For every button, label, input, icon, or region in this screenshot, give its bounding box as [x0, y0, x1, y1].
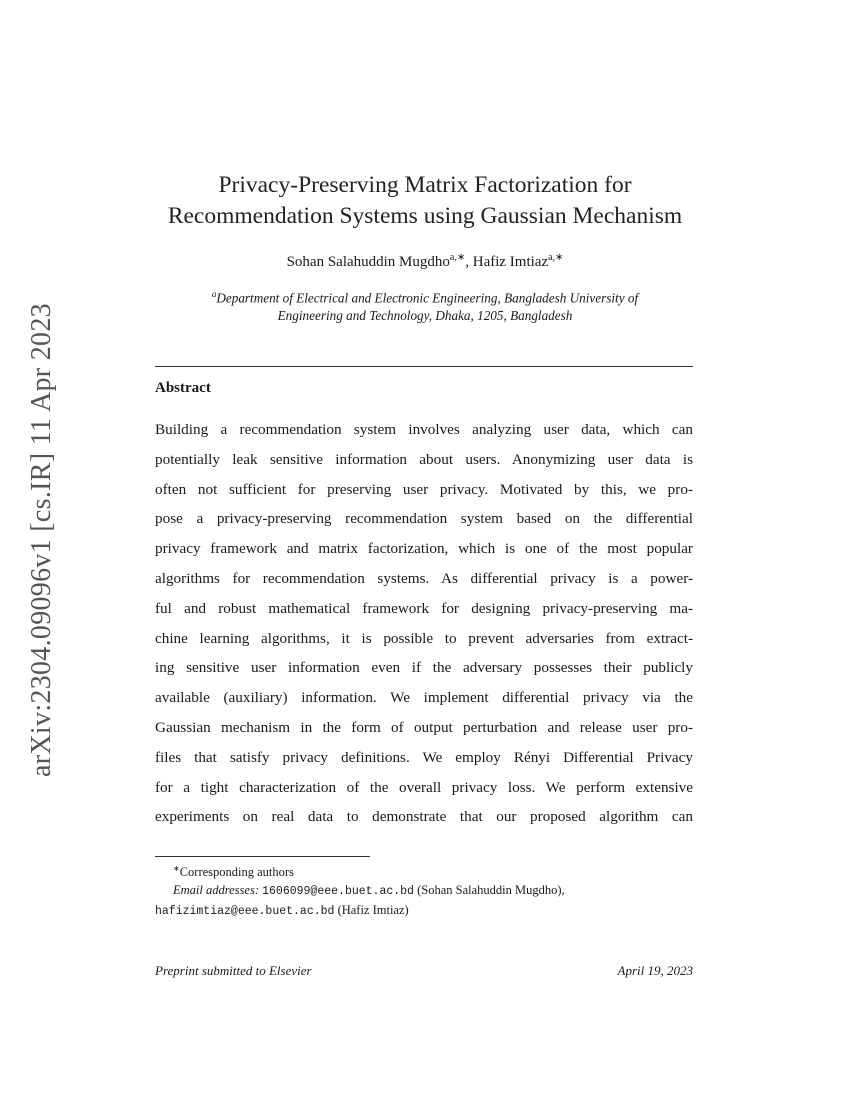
arxiv-identifier: arXiv:2304.09096v1 [cs.IR] 11 Apr 2023 — [26, 303, 57, 777]
preprint-date: April 19, 2023 — [617, 963, 693, 978]
abstract-line: often not sufficient for preserving user privacy. Motivated by this, we pro- — [155, 480, 693, 498]
abstract-line: experiments on real data to demonstrate that our proposed algorithm can — [155, 808, 693, 826]
preprint-note: Preprint submitted to Elsevier — [155, 963, 312, 978]
author-mark: a,∗ — [548, 252, 564, 263]
affiliation-mark: a — [211, 289, 217, 299]
footnotes — [155, 860, 693, 921]
abstract-body — [155, 415, 693, 832]
abstract-line: pose a privacy-preserving recommendation system based on the differential — [155, 510, 693, 528]
author-list: Sohan Salahuddin Mugdho$^{a,∗}$, Hafiz Imtiaz$^{a,∗}$ — [286, 252, 564, 270]
author-name: Sohan Salahuddin Mugdho — [286, 254, 450, 270]
title-line: Recommendation Systems using Gaussian Mechanism — [167, 203, 683, 229]
email-label: Email addresses: — [173, 883, 259, 898]
abstract-line: privacy framework and matrix factorization, which is one of the most popular — [155, 540, 693, 558]
footnote-corresponding-text: Corresponding authors — [179, 865, 294, 880]
author-name: Hafiz Imtiaz — [472, 254, 549, 270]
abstract-line: files that satisfy privacy definitions. We employ Rényi Differential Privacy — [155, 748, 693, 766]
affiliation-text: Department of Electrical and Electronic Engineering, Bangladesh University of — [216, 290, 639, 306]
affiliation-line — [160, 285, 690, 307]
email-owner-2: (Hafiz Imtiaz) — [337, 903, 409, 918]
footnote-emails-cont — [155, 901, 693, 921]
footnote-corresponding — [155, 860, 693, 881]
footnote-rule — [155, 856, 370, 857]
abstract-heading: Abstract — [155, 380, 211, 396]
abstract-top-rule — [155, 366, 693, 367]
paper-title — [130, 170, 720, 232]
footnote-mark: ∗ — [173, 864, 180, 873]
affiliation-line: Engineering and Technology, Dhaka, 1205, Bangladesh — [277, 308, 573, 324]
abstract-line: Building a recommendation system involves analyzing user data, which can — [155, 421, 693, 438]
abstract-line: potentially leak sensitive information about users. Anonymizing user data is — [155, 450, 693, 468]
affiliation — [160, 285, 690, 325]
email-link-2[interactable]: hafizimtiaz@eee.buet.ac.bd — [155, 905, 335, 919]
email-link-1[interactable]: 1606099@eee.buet.ac.bd — [262, 885, 414, 899]
abstract-line: Gaussian mechanism in the form of output perturbation and release user pro- — [155, 718, 693, 736]
abstract-line: algorithms for recommendation systems. As differential privacy is a power- — [155, 569, 693, 587]
abstract-line: ful and robust mathematical framework for designing privacy-preserving ma- — [155, 599, 693, 617]
abstract-line: ing sensitive user information even if the adversary possesses their publicly — [155, 659, 693, 677]
abstract-line: for a tight characterization of the overall privacy loss. We perform extensive — [155, 778, 693, 796]
author-mark: a,∗ — [449, 252, 466, 263]
footnote-emails — [155, 881, 693, 901]
title-line: Privacy-Preserving Matrix Factorization for — [218, 172, 632, 198]
email-owner-1: (Sohan Salahuddin Mugdho), — [417, 883, 565, 898]
abstract-line: available (auxiliary) information. We implement differential privacy via the — [155, 689, 693, 707]
abstract-line: chine learning algorithms, it is possible to prevent adversaries from extract- — [155, 629, 693, 647]
